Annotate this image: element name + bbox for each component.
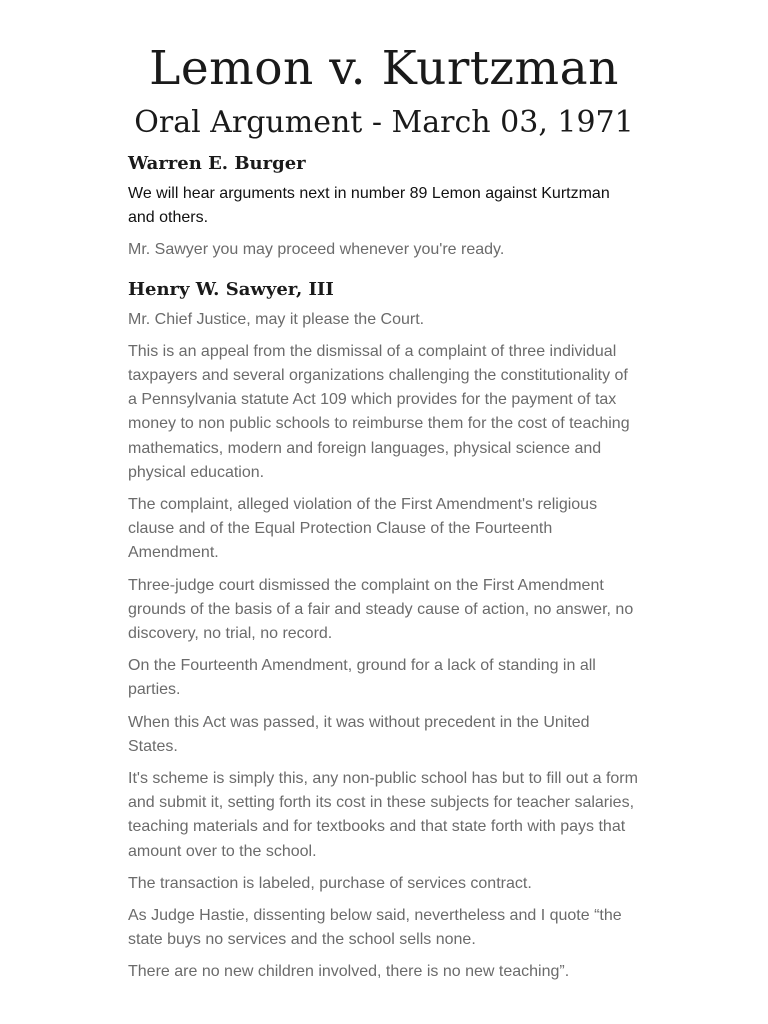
case-title: Lemon v. Kurtzman	[149, 41, 619, 96]
transcript-section-sawyer	[128, 277, 640, 985]
speaker-name: Henry W. Sawyer, III	[128, 278, 334, 300]
transcript-paragraph: As Judge Hastie, dissenting below said, nevertheless and I quote “the state buys no services and the school sells none.	[128, 907, 622, 949]
transcript-paragraph: Mr. Chief Justice, may it please the Court.	[128, 310, 425, 328]
transcript-paragraph: There are no new children involved, there is no new teaching”.	[128, 963, 570, 981]
argument-subtitle: Oral Argument - March 03, 1971	[134, 105, 634, 140]
speaker-name: Warren E. Burger	[128, 153, 306, 174]
transcript-paragraph: This is an appeal from the dismissal of a complaint of three individual taxpayers and several organizations challenging the constitutionality of a Pennsylvania statute Act 109 which provides for the payment of tax money to non public schools to reimburse them for the cost of teaching mathematics, modern and foreign languages, physical science and physical education.	[128, 342, 630, 481]
transcript-section-burger	[128, 151, 640, 263]
transcript-paragraph: Three-judge court dismissed the complaint on the First Amendment grounds of the basis of a fair and steady cause of action, no answer, no discovery, no trial, no record.	[128, 576, 634, 643]
transcript-paragraph: The complaint, alleged violation of the First Amendment's religious clause and of the Equal Protection Clause of the Fourteenth Amendment.	[128, 496, 598, 562]
transcript-paragraph: On the Fourteenth Amendment, ground for a lack of standing in all parties.	[128, 657, 596, 699]
transcript-paragraph: We will hear arguments next in number 89 Lemon against Kurtzman and others.	[128, 185, 610, 227]
transcript-paragraph: It's scheme is simply this, any non-public school has but to fill out a form and submit it, setting forth its cost in these subjects for teacher salaries, teaching materials and for textbooks and that state forth with pays that amount over to the school.	[128, 770, 638, 860]
transcript-paragraph: Mr. Sawyer you may proceed whenever you're ready.	[128, 241, 505, 259]
transcript-paragraph: The transaction is labeled, purchase of services contract.	[128, 874, 532, 892]
transcript-paragraph: When this Act was passed, it was without precedent in the United States.	[128, 713, 590, 755]
